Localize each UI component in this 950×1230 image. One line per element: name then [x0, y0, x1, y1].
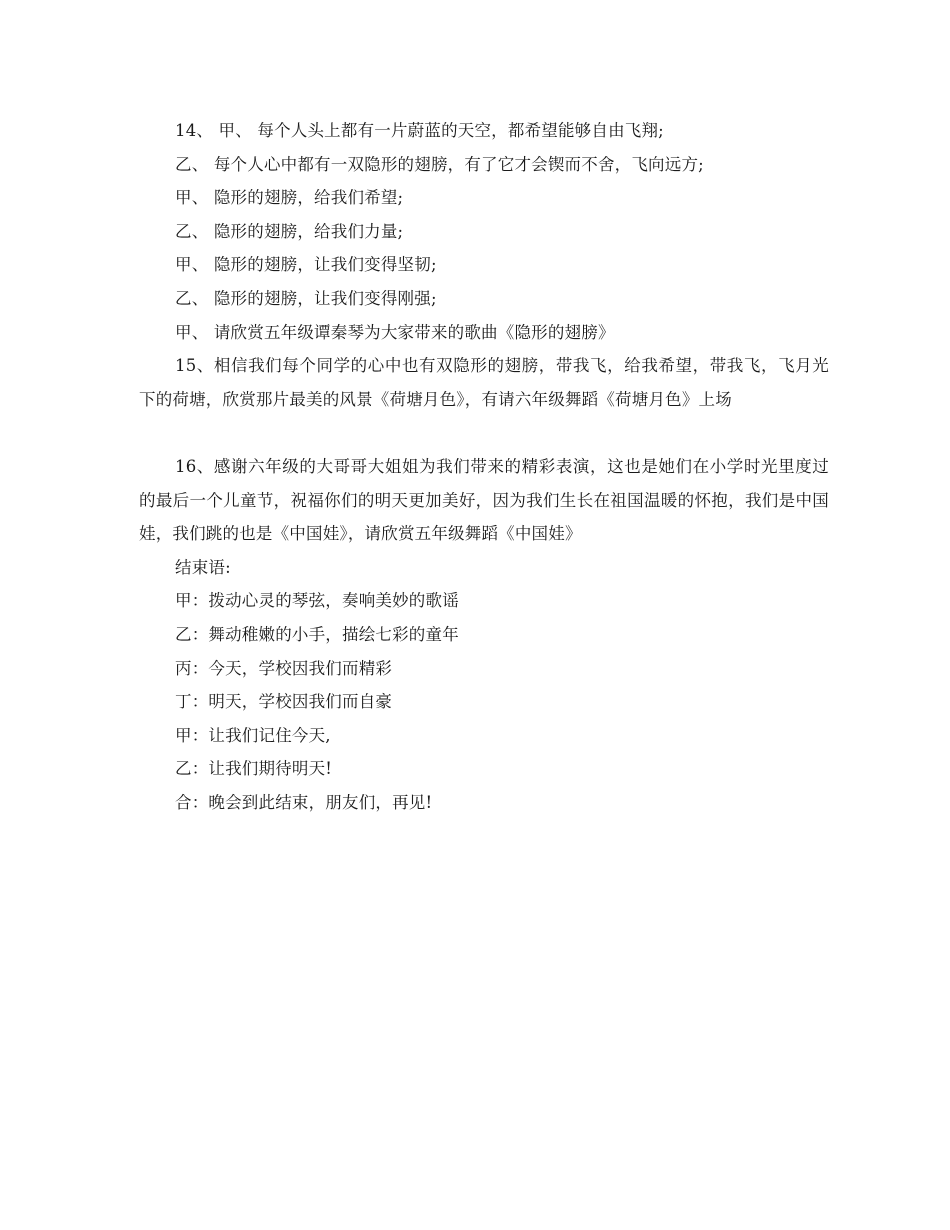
dialogue-line: 乙、 隐形的翅膀，让我们变得刚强;: [175, 288, 437, 308]
closing-line: 合：晚会到此结束，朋友们，再见!: [175, 792, 433, 812]
closing-line: 甲：让我们记住今天,: [175, 725, 331, 745]
dialogue-line: 14、 甲、 每个人头上都有一片蔚蓝的天空，都希望能够自由飞翔;: [175, 121, 664, 140]
document-body: [139, 114, 829, 820]
closing-title: 结束语:: [175, 557, 231, 577]
dialogue-line: 乙、 每个人心中都有一双隐形的翅膀，有了它才会锲而不舍，飞向远方;: [175, 154, 704, 174]
dialogue-line: 甲、 隐形的翅膀，让我们变得坚韧;: [175, 255, 437, 275]
dialogue-line: 甲、 隐形的翅膀，给我们希望;: [175, 188, 404, 208]
closing-line: 乙：舞动稚嫩的小手，描绘七彩的童年: [175, 624, 459, 644]
closing-line: 乙：让我们期待明天!: [175, 759, 333, 779]
closing-line: 甲：拨动心灵的琴弦，奏响美妙的歌谣: [175, 591, 459, 611]
dialogue-line: 甲、 请欣赏五年级谭秦琴为大家带来的歌曲《隐形的翅膀》: [175, 322, 615, 342]
dialogue-line: 乙、 隐形的翅膀，给我们力量;: [175, 221, 404, 241]
paragraph-16: 16、感谢六年级的大哥哥大姐姐为我们带来的精彩表演，这也是她们在小学时光里度过的最后一个儿童节，祝福你们的明天更加美好，因为我们生长在祖国温暖的怀抱，我们是中国娃，我们跳的也是《中国娃》，请欣赏五年级舞蹈《中国娃》: [139, 456, 829, 544]
paragraph-15: 15、相信我们每个同学的心中也有双隐形的翅膀，带我飞，给我希望，带我飞，飞月光下的荷塘，欣赏那片最美的风景《荷塘月色》，有请六年级舞蹈《荷塘月色》上场: [139, 356, 829, 409]
closing-line: 丁：明天，学校因我们而自豪: [175, 692, 393, 712]
closing-line: 丙：今天，学校因我们而精彩: [175, 658, 393, 678]
